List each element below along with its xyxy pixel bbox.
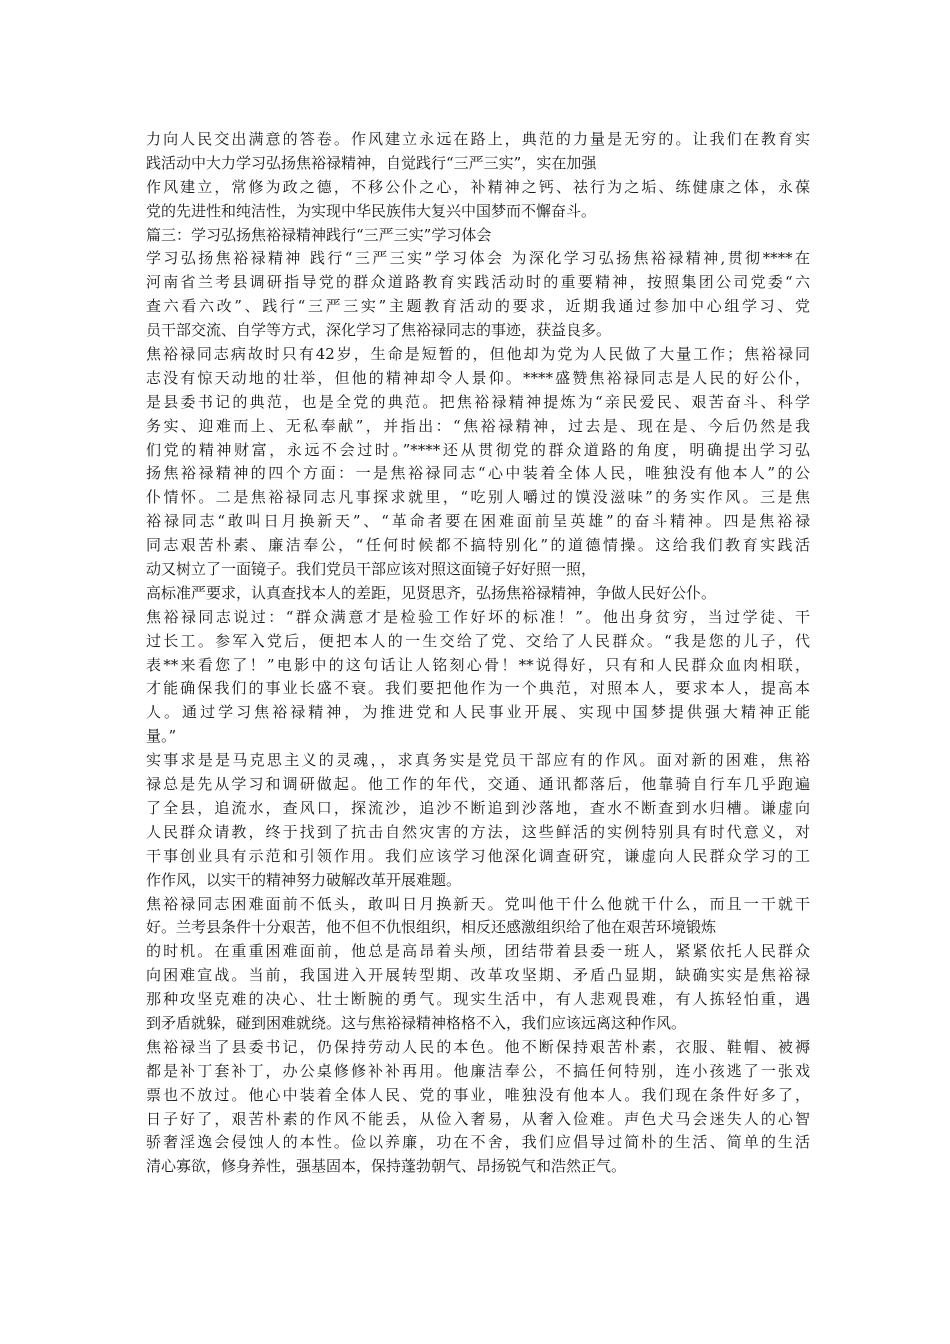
text-line: 票也不放过。他心中装着全体人民、党的事业，唯独没有他本人。我们现在条件好多了， [146, 1085, 810, 1104]
text-line: 焦裕禄当了县委书记，仍保持劳动人民的本色。他不断保持艰苦朴素，衣服、鞋帽、被褥 [146, 1037, 810, 1056]
text-line: 那种攻坚克难的决心、壮士断腕的勇气。现实生活中，有人悲观畏难，有人拣轻怕重，遇 [146, 990, 810, 1009]
text-line: 员干部交流、自学等方式，深化学习了焦裕禄同志的事迹，获益良多。 [146, 321, 612, 340]
text-line: 党的先进性和纯洁性，为实现中华民族伟大复兴中国梦而不懈奋斗。 [146, 201, 597, 220]
text-line: 作风建立，常修为政之德，不移公仆之心，补精神之钙、祛行为之垢、练健康之体，永葆 [146, 177, 810, 196]
text-line: 干事创业具有示范和引领作用。我们应该学习他深化调查研究，谦虚向人民群众学习的工 [146, 846, 810, 865]
text-line: 人。通过学习焦裕禄精神，为推进党和人民事业开展、实现中国梦提供强大精神正能 [146, 703, 810, 722]
text-line: 人民群众请教，终于找到了抗击自然灾害的方法，这些鲜活的实例特别具有时代意义，对 [146, 822, 810, 841]
text-line: 是县委书记的典范，也是全党的典范。把焦裕禄精神提炼为“亲民爱民、艰苦奋斗、科学 [146, 392, 810, 411]
text-line: 到矛盾就躲，碰到困难就绕。这与焦裕禄精神格格不入，我们应该远离这种作风。 [146, 1013, 687, 1032]
text-line: 了全县，追流水，查风口，探流沙，追沙不断追到沙落地，查水不断查到水归槽。谦虚向 [146, 798, 810, 817]
text-line: 查六看六改”、践行“三严三实”主题教育活动的要求，近期我通过参加中心组学习、党 [146, 297, 810, 316]
text-line: 量。” [146, 727, 177, 746]
text-line: 焦裕禄同志困难面前不低头，敢叫日月换新天。党叫他干什么他就干什么，而且一干就干 [146, 894, 810, 913]
text-line: 好。兰考县条件十分艰苦，他不但不仇恨组织，相反还感激组织给了他在艰苦环境锻炼 [146, 918, 717, 937]
text-line: 志没有惊天动地的壮举，但他的精神却令人景仰。****盛赞焦裕禄同志是人民的好公仆， [146, 368, 810, 387]
text-line: 向困难宣战。当前，我国进入开展转型期、改革攻坚期、矛盾凸显期，缺确实实是焦裕禄 [146, 966, 810, 985]
text-line: 骄奢淫逸会侵蚀人的本性。俭以养廉，功在不舍，我们应倡导过简朴的生活、简单的生活 [146, 1133, 810, 1152]
document-body [146, 128, 810, 1179]
text-line: 实事求是是马克思主义的灵魂，，求真务实是党员干部应有的作风。面对新的困难，焦裕 [146, 751, 810, 770]
text-line: 同志艰苦朴素、廉洁奉公，“任何时候都不搞特别化”的道德情操。这给我们教育实践活 [146, 536, 810, 555]
text-line: 过长工。参军入党后，便把本人的一生交给了党、交给了人民群众。“我是您的儿子，代 [146, 631, 810, 650]
text-line: 日子好了，艰苦朴素的作风不能丢，从俭入奢易，从奢入俭难。声色犬马会迷失人的心智 [146, 1109, 810, 1128]
text-line: 焦裕禄同志病故时只有42岁，生命是短暂的，但他却为党为人民做了大量工作；焦裕禄同 [146, 345, 810, 364]
text-line: 篇三：学习弘扬焦裕禄精神践行“三严三实”学习体会 [146, 225, 492, 244]
text-line: 仆情怀。二是焦裕禄同志凡事探求就里，“吃别人嚼过的馍没滋味”的务实作风。三是焦 [146, 488, 810, 507]
text-line: 禄总是先从学习和调研做起。他工作的年代，交通、通讯都落后，他靠骑自行车几乎跑遍 [146, 775, 810, 794]
text-line: 表**来看您了！”电影中的这句话让人铭刻心骨！**说得好，只有和人民群众血肉相联， [146, 655, 810, 674]
text-line: 才能确保我们的事业长盛不衰。我们要把他作为一个典范，对照本人，要求本人，提高本 [146, 679, 810, 698]
text-line: 们党的精神财富，永远不会过时。”****还从贯彻党的群众道路的角度，明确提出学习弘 [146, 440, 810, 459]
text-line: 作作风，以实干的精神努力破解改革开展难题。 [146, 870, 462, 889]
text-line: 裕禄同志“敢叫日月换新天”、“革命者要在困难面前呈英雄”的奋斗精神。四是焦裕禄 [146, 512, 810, 531]
text-line: 学习弘扬焦裕禄精神 践行“三严三实”学习体会 为深化学习弘扬焦裕禄精神,贯彻****在 [146, 249, 810, 268]
text-line: 务实、迎难而上、无私奉献”，并指出：“焦裕禄精神，过去是、现在是、今后仍然是我 [146, 416, 810, 435]
text-line: 的时机。在重重困难面前，他总是高昂着头颅，团结带着县委一班人，紧紧依托人民群众 [146, 942, 810, 961]
text-line: 动又树立了一面镜子。我们党员干部应该对照这面镜子好好照一照， [146, 560, 597, 579]
text-line: 力向人民交出满意的答卷。作风建立永远在路上，典范的力量是无穷的。让我们在教育实 [146, 130, 810, 148]
text-line: 清心寡欲，修身养性，强基固本，保持蓬勃朝气、昂扬锐气和浩然正气。 [146, 1157, 627, 1176]
text-line: 河南省兰考县调研指导党的群众道路教育实践活动时的重要精神，按照集团公司党委“六 [146, 273, 810, 292]
text-line: 都是补丁套补丁，办公桌修修补补再用。他廉洁奉公，不搞任何特别，连小孩逃了一张戏 [146, 1061, 810, 1080]
text-line: 高标准严要求，认真查找本人的差距，见贤思齐，弘扬焦裕禄精神，争做人民好公仆。 [146, 583, 717, 602]
text-line: 焦裕禄同志说过：“群众满意才是检验工作好坏的标准！”。他出身贫穷，当过学徒、干 [146, 607, 810, 626]
text-line: 践活动中大力学习弘扬焦裕禄精神，自觉践行“三严三实”，实在加强 [146, 153, 597, 172]
text-line: 扬焦裕禄精神的四个方面：一是焦裕禄同志“心中装着全体人民，唯独没有他本人”的公 [146, 464, 810, 483]
